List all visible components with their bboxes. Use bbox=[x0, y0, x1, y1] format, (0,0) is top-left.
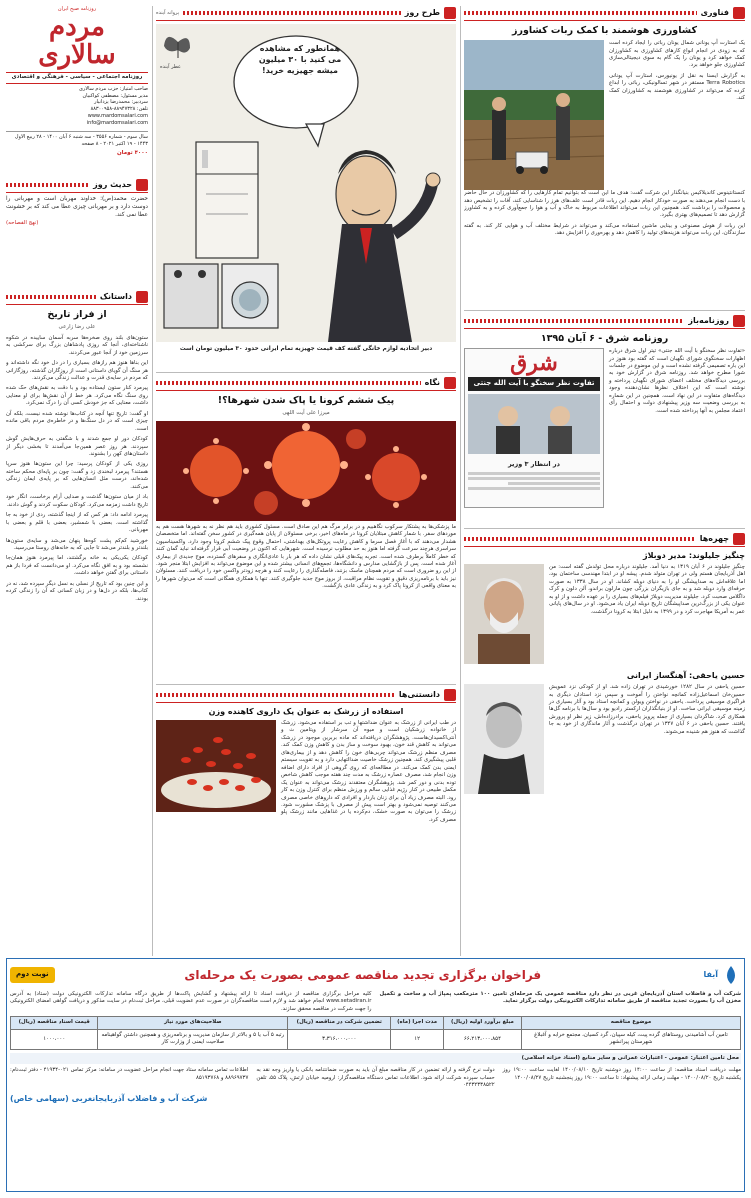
row-divider bbox=[156, 372, 456, 373]
tender-right-text: کلیه مراحل برگزاری مناقصه از دریافت اسناد تا ارائه پیشنهاد و گشایش پاکت‌ها از طریق درگاه سامانه تدارکات الکترونیکی دولت (ستاد) به آدرس www.setadiran.ir انجام خواهد شد و لازم است مناقصه‌گران در صورت عدم عضویت قبلی، مراحل ثبت‌نام در سایت مذکور و دریافت گواهی امضای الکترونیکی را جهت شرکت در مناقصه محقق سازند. bbox=[10, 991, 372, 1012]
cartoon-section bbox=[156, 6, 456, 366]
tender-org-text: شرکت آب و فاضلاب استان آذربایجان غربی در نظر دارد مناقصه عمومی یک مرحله‌ای تامین ۱۰۰ مترمکعب پمپاژ آب و ساخت و تکمیل مخزن آب را بصورت تجدید مناقصه از طریق سامانه تدارکات الکترونیکی دولت برگزار نماید. bbox=[379, 991, 741, 1005]
tender-signature: شرکت آب و فاضلاب آذربایجانغربی (سهامی خاص) bbox=[10, 1093, 208, 1103]
tech-section bbox=[464, 6, 745, 306]
story-paragraph: باد از میان ستون‌ها گذشت و صدایی آرام برخاست، انگار خود تاریخ داشت زمزمه می‌کرد. کودکان سکوت کردند و گوش دادند. bbox=[6, 494, 148, 508]
tech-header bbox=[464, 6, 745, 21]
table-cell: تامین آب آشامیدنی روستاهای گرده پیت، کیله سپیان، گرد کسیان، مجتمع خرابه و آغبلاغ شهرستان پیرانشهر bbox=[522, 1029, 741, 1049]
barberry-image bbox=[156, 720, 276, 812]
masthead-line: مدیر مسئول: مصطفی کواکبیان bbox=[82, 92, 148, 99]
press-section bbox=[464, 314, 745, 524]
tender-logo bbox=[671, 965, 741, 985]
look-section bbox=[156, 376, 456, 676]
press-headline: روزنامه شرق - ۶ آبان ۱۳۹۵ bbox=[540, 333, 669, 344]
faces-icon bbox=[733, 533, 745, 545]
hadith-text: حضرت محمد(ص): خداوند مهربان است و مهربانی را دوست دارد و بر مهربانی چیزی عطا می کند که بر خشونت عطا نمی کند. bbox=[6, 196, 148, 218]
story-headline: از فراز تاریخ bbox=[47, 309, 107, 320]
hadith-section bbox=[6, 178, 148, 276]
person2-bio: حسین یاحقی در سال ۱۲۸۲ خورشیدی در تهران زاده شد. او از کودکی نزد عمویش حسین‌خان اسماعیل‌زاده کمانچه نواختن را آموخت و سپس نزد استادان دیگری به فراگیری موسیقی پرداخت. یاحقی در نواختن ویولن و کمانچه استاد بود و آثار بسیاری در زمینه موسیقی ایرانی ساخت. او از بنیانگذاران ارکستر رادیو بود و سال‌ها با برنامه گل‌ها همکاری کرد. شاگردان بسیاری از جمله پرویز یاحقی، برادرزاده‌اش، زیر نظر او پرورش یافتند. حسین یاحقی در ۶ آبان ۱۳۴۷ در تهران درگذشت و آثار ماندگاری از خود به جا گذاشت که هنوز هم شنیده می‌شوند. bbox=[549, 684, 745, 735]
press-title: روزنامه‌باز bbox=[688, 316, 729, 326]
hadith-header bbox=[6, 178, 148, 193]
faces-section bbox=[464, 532, 745, 952]
covid-virus-image bbox=[156, 421, 456, 521]
story-body bbox=[6, 335, 148, 604]
look-headline: پیک ششم کرونا یا پاک شدن شهرها؟! bbox=[217, 395, 395, 406]
story-paragraph: کودکان یکی‌یکی به خانه برگشتند، اما پیرمرد هنوز همان‌جا نشسته بود و به افق نگاه می‌کرد. او می‌دانست که فردا باز هم داستانی برای گفتن خواهد داشت. bbox=[6, 555, 148, 577]
press-header bbox=[464, 314, 745, 329]
table-header-cell: قیمت اسناد مناقصه (ریال) bbox=[11, 1017, 98, 1029]
tender-title: فراخوان برگزاری تجدید مناقصه عمومی بصورت یک مرحله‌ای bbox=[184, 967, 542, 982]
section-rule bbox=[6, 295, 96, 299]
tender-org-logo: آبفا bbox=[703, 970, 718, 980]
story-paragraph: او گفت: تاریخ تنها آنچه در کتاب‌ها نوشته شده نیست، بلکه آن چیزی است که در دل سنگ‌ها و در خاطره‌ی مردم باقی مانده است. bbox=[6, 410, 148, 432]
press-icon bbox=[733, 315, 745, 327]
masthead-issue: سال سوم - شماره ۳۵۵۶ - سه شنبه ۶ آبان ۱۴۰۰ - ۲۸ ربیع الاول ۱۴۴۳ - ۱۹ اکتبر ۲۰۲۱ - ۸ صفحه bbox=[6, 131, 148, 148]
table-cell: ۳،۳۱۶،۰۰۰،۰۰۰ bbox=[288, 1029, 391, 1049]
tender-footer-col: اطلاعات تماس سامانه ستاد جهت انجام مراحل عضویت در سامانه: مرکز تماس ۰۲۱-۴۱۹۳۴ - دفتر ثبت‌نام: ۸۸۹۶۹۷۳۷ و ۸۵۱۹۳۷۶۸ bbox=[10, 1067, 249, 1081]
tech-paragraph: به گزارش ایسنا به نقل از یونیورس، استارت آپ یونانی Terra Robotics مستقر در شهر تسالونیکی، رباتی را ابداع کرده که می‌تواند در کشاورزی هوشمند به کشاورزان کمک کند. bbox=[609, 72, 745, 102]
cartoon-header bbox=[156, 6, 456, 21]
press-body: «تفاوت نظر سخنگو با آیت الله جنتی» تیتر اول شرق درباره اظهارات سخنگوی شورای نگهبان است که گفته بود هنوز در این باره تصمیمی گرفته نشده است و این موضوع در جلسات شورا مطرح خواهد شد. روزنامه شرق در گزارش خود به بررسی دیدگاه‌های مختلف اعضای شورای نگهبان پرداخته و نوشته است که این اختلاف نظرها نشان‌دهنده وجود دیدگاه‌های متفاوت در این نهاد است. همچنین در این شماره به بررسی وضعیت سه وزیر پیشنهادی دولت و احتمال رأی اعتماد مجلس به آنها پرداخته شده است. bbox=[609, 348, 745, 414]
story-paragraph: کودکان دور او جمع شدند و با شگفتی به حرف‌هایش گوش سپردند. هر روز عصر همین‌جا می‌آمدند تا بخشی دیگر از داستان‌های کهن را بشنوند. bbox=[6, 436, 148, 458]
tender-footer-col: دولت نرخ گرفته و ارائه تضمین در کار مناقصه مبلغ آن باید به صورت ضمانتنامه بانکی یا واریز وجه نقد به حساب سپرده شرکت ارائه شود. اطلاعات تماس دستگاه مناقصه‌گزار: ارومیه خیابان ارتش، پلاک ۵۵، تلفن ۰۴۴۳۲۳۳۸۵۲۲ bbox=[256, 1067, 495, 1089]
masthead-line: سردبیر: محمدرضا یزدانیار bbox=[94, 99, 148, 106]
tender-footer-col: مهلت دریافت اسناد مناقصه: از ساعت ۱۴:۰۰ روز دوشنبه تاریخ ۱۴۰۰/۰۸/۱۰ لغایت ساعت ۱۹:۰۰ روز یکشنبه تاریخ ۱۴۰۰/۰۸/۲۰ - مهلت زمانی ارائه پیشنهاد: تا ساعت ۱۹:۰۰ روز پنجشنبه تاریخ ۱۴۰۰/۰۸/۲۷ bbox=[502, 1067, 741, 1081]
newspaper-cover bbox=[464, 348, 604, 508]
hadith-icon bbox=[136, 179, 148, 191]
hadith-source: (نهج الفصاحه) bbox=[6, 219, 39, 226]
tender-table-header bbox=[11, 1017, 741, 1029]
masthead-logo-small: روزنامه صبح ایران bbox=[57, 6, 97, 12]
story-paragraph: روزی یکی از کودکان پرسید: چرا این ستون‌ها هنوز سرپا هستند؟ پیرمرد لبخندی زد و گفت: چون بر پایه‌ای محکم ساخته شده‌اند، درست مثل انسان‌هایی که بر پایه‌ی ایمان زندگی می‌کنند. bbox=[6, 461, 148, 490]
person2-name: حسین یاحقی: آهنگساز ایرانی bbox=[626, 671, 745, 681]
table-cell: ۶۶،۲۱۳،۰۰۰،۸۵۴ bbox=[443, 1029, 521, 1049]
tech-paragraph: یک استارت آپ یونانی شمال یونان رباتی را ایجاد کرده است که به زودی در انجام انواع کارهای کشاورزی به کشاورزان کمک خواهد کرد و یونان را یک گام به سوی دیجیتالی‌سازی کشاورزی جلو خواهد برد. bbox=[609, 40, 745, 69]
section-rule bbox=[156, 693, 395, 697]
table-cell: رتبه ۵ آب یا ۵ و بالاتر از سازمان مدیریت و برنامه‌ریزی و همچنین داشتن گواهینامه صلاحیت ایمنی از وزارت کار bbox=[98, 1029, 288, 1049]
table-row bbox=[11, 1029, 741, 1049]
story-header bbox=[6, 290, 148, 305]
tech-icon bbox=[733, 7, 745, 19]
virus-icon bbox=[156, 421, 456, 521]
science-body: در طب ایرانی از زرشک به عنوان ضداشتها و تب بر استفاده می‌شود. زرشک از خانواده زرشکیان است و میوه آن سرشار از ویتامین ث و آنتی‌اکسیدان‌هاست. پژوهشگران دریافته‌اند که ماده بربرین موجود در زرشک می‌تواند به کاهش قند خون، بهبود سوخت و ساز بدن و کاهش وزن کمک کند. مصرف منظم زرشک می‌تواند چربی‌های خون را کاهش دهد و از بیماری‌های قلبی پیشگیری کند. همچنین زرشک خاصیت ضدالتهابی دارد و به تقویت سیستم ایمنی بدن کمک می‌کند. در مطالعه‌ای که روی گروهی از افراد دارای اضافه وزن انجام شد، مصرف عصاره زرشک به مدت چند هفته موجب کاهش شاخص توده بدنی و دور کمر شد. پژوهشگران معتقدند زرشک می‌تواند به عنوان یک مکمل طبیعی در کنار رژیم غذایی سالم و ورزش منظم برای کنترل وزن به کار رود. البته مصرف زیاد آن برای زنان باردار و افرادی که داروهای خاصی مصرف می‌کنند توصیه نمی‌شود و بهتر است پیش از مصرف با پزشک مشورت شود. زرشک را می‌توان به صورت خشک، دم‌کرده یا در غذاهایی مانند زرشک پلو مصرف کرد. bbox=[281, 720, 456, 823]
section-rule bbox=[464, 319, 684, 323]
masthead-line: صاحب امتیاز: حزب مردم سالاری bbox=[78, 85, 148, 92]
look-author: میرزا علی آیت اللهی bbox=[282, 410, 330, 417]
science-header bbox=[156, 688, 456, 703]
science-section bbox=[156, 688, 456, 950]
table-header-cell: صلاحیت‌های مورد نیاز bbox=[98, 1017, 288, 1029]
tech-title: فناوری bbox=[700, 8, 729, 18]
story-title: داستانک bbox=[99, 292, 132, 302]
section-rule bbox=[464, 11, 697, 15]
row-divider bbox=[464, 528, 745, 529]
tender-note: محل تامین اعتبار: عمومی - اعتبارات عمرانی و سایر منابع (اسناد خزانه اسلامی) bbox=[10, 1053, 741, 1065]
person2-photo bbox=[464, 684, 544, 794]
person1-bio: چنگیز جلیلوند در ۶ آبان ۱۳۱۹ به دنیا آمد. جلیلوند درباره محل تولدش گفته است: من اهل آذربایجان هستم ولی در تهران متولد شدم. پیشه او در ابتدا مهندسی ساختمان بود، اما علاقه‌اش به صداپیشگی او را به دنیای دوبله کشاند. او در سال ۱۳۳۸ به صورت حرفه‌ای وارد دوبله شد و به جای بازیگران بزرگی چون مارلون براندو، آلن دلون و کرک داگلاس صحبت کرد. جلیلوند مدیریت دوبلاژ فیلم‌های بسیاری را بر عهده داشت و از او به عنوان یکی از بزرگ‌ترین صداپیشگان تاریخ دوبله ایران یاد می‌شود. او در سال‌های پایانی عمر به آمریکا مهاجرت کرد و در ۱۳۹۹ به دلیل ابتلا به کرونا درگذشت. bbox=[549, 564, 745, 615]
look-icon bbox=[444, 377, 456, 389]
person1-photo bbox=[464, 564, 544, 664]
robot-photo bbox=[464, 40, 604, 190]
cover-headline: تفاوت نظر سخنگو با آیت الله جنتی bbox=[468, 377, 600, 391]
table-cell: ۱۲ bbox=[391, 1029, 444, 1049]
water-drop-icon bbox=[721, 965, 741, 985]
section-rule bbox=[464, 537, 696, 541]
cartoon-tag: پروانه آینده bbox=[156, 9, 180, 16]
tech-paragraph: کنستانتینوس کاندیلاکیس بنیانگذار این شرکت گفت: هدف ما این است که بتوانیم تمام کارهایی را که کشاورزان در حال حاضر با دست انجام می‌دهند به صورت خودکار انجام دهیم. این ربات قادر است علف‌های هرز را شناسایی کند، آفات را تشخیص دهد و محصولات را برداشت کند. همچنین این ربات می‌تواند اطلاعات مربوط به خاک و آب و هوا را جمع‌آوری کرده و به کشاورز گزارش دهد تا تصمیم‌های بهتری بگیرد. bbox=[464, 190, 745, 219]
section-rule bbox=[183, 11, 401, 15]
tech-headline: کشاورزی هوشمند با کمک ربات کشاورز bbox=[512, 25, 697, 36]
person1-name: چنگیز جلیلوند: مدیر دوبلاژ bbox=[643, 551, 745, 560]
section-rule bbox=[6, 183, 89, 187]
cartoon-icon bbox=[444, 7, 456, 19]
portrait-photo bbox=[464, 684, 544, 794]
column-divider bbox=[460, 6, 461, 956]
section-rule bbox=[156, 381, 421, 385]
row-divider bbox=[464, 310, 745, 311]
look-body: ما پزشکی‌ها به پشتکار سرکوب نگاهبیم و در برابر مرگ هم این صادق است. مسئول کشوری باید هم نظر نه به شهرها هست هم به موردهای سفر. با شمار کاهش مبتلایان کرونا در ماه‌های اخیر، برخی مسئولان از پایان همه‌گیری در کشور سخن گفته‌اند. اما متخصصان هشدار می‌دهند که با آغاز فصل سرما و کاهش رعایت پروتکل‌های بهداشتی، احتمال وقوع پیک ششم کرونا وجود دارد. واکسیناسیون سراسری هرچند سرعت گرفته اما هنوز به حد مطلوب نرسیده است. شهرهایی که اکنون در وضعیت آبی قرار گرفته‌اند نباید گمان کنند که خطر کاملاً برطرف شده است. تجربه پیک‌های قبلی نشان داده که هر بار با عادی‌انگاری و سفرهای گسترده، موج جدیدی از بیماری آغاز شده است. پس از بازگشایی مدارس و دانشگاه‌ها، تجمع‌های انسانی بیشتر شده و این موضوع می‌تواند به افزایش ابتلا منجر شود. از این رو ضروری است که مردم همچنان ماسک بزنند، فاصله‌گذاری را رعایت کنند و هرچه زودتر واکسن خود را دریافت کنند. مسئولان نیز باید با برنامه‌ریزی دقیق و تقویت نظام مراقبت، از بروز موج جدید جلوگیری کنند. تنها با همکاری همگانی است که می‌توان شهرها را به معنای واقعی از کرونا پاک کرد و به زندگی عادی بازگشت. bbox=[156, 523, 456, 590]
masthead bbox=[6, 6, 148, 174]
column-divider bbox=[152, 6, 153, 956]
tender-ad bbox=[6, 958, 745, 1192]
row-divider bbox=[156, 684, 456, 685]
science-title: دانستنی‌ها bbox=[398, 690, 440, 700]
portrait-photo bbox=[464, 564, 544, 664]
tender-badge: نوبت دوم bbox=[10, 967, 55, 983]
masthead-price: ۴۰۰۰ تومان bbox=[116, 149, 148, 156]
story-section bbox=[6, 290, 148, 950]
story-author: علی رضا زارعی bbox=[58, 324, 96, 331]
faces-header bbox=[464, 532, 745, 547]
look-title: نگاه bbox=[424, 378, 440, 388]
science-icon bbox=[444, 689, 456, 701]
table-cell: ۱۰۰۰،۰۰۰ bbox=[11, 1029, 98, 1049]
table-header-cell: تضمین شرکت در مناقصه (ریال) bbox=[288, 1017, 391, 1029]
story-paragraph: پیرمرد ادامه داد: هر کس که از اینجا گذشته، ردی از خود به جا گذاشته است. بعضی با شمشیر، بعضی با قلم و بعضی با مهربانی. bbox=[6, 512, 148, 534]
cartoon-brand: عطر آینده bbox=[160, 64, 181, 70]
cartoon-title: طرح روز bbox=[404, 8, 440, 18]
cartoon-caption: دبیر اتحادیه لوازم خانگی گفته کف قیمت جهیزیه تمام ایرانی حدود ۳۰ میلیون تومان است bbox=[179, 346, 433, 352]
story-icon bbox=[136, 291, 148, 303]
masthead-subtitle: روزنامه اجتماعی - سیاسی - فرهنگی و اقتصادی bbox=[6, 72, 148, 84]
story-paragraph: ستون‌های بلند روی صخره‌ها سربه آسمان ساییده در شکوه ناشناخته‌ای، آنجا که روزی پادشاهان بزرگ برای سرکشی به سرزمین خود از آنجا عبور می‌کردند. bbox=[6, 334, 148, 356]
tech-paragraph: این ربات از هوش مصنوعی و بینایی ماشین استفاده می‌کند و می‌تواند در شرایط مختلف آب و هوایی کار کند. به گفته سازندگان، این ربات می‌تواند هزینه‌های تولید را کاهش دهد و بهره‌وری را افزایش دهد. bbox=[464, 222, 745, 237]
masthead-line: تلفن: ۸۸۹۴۷۳۲۸-۸۸۳۰۰۹۵۸ bbox=[90, 106, 148, 113]
cover-subheadline: در انتظار ۳ وزیر bbox=[508, 460, 560, 469]
look-header bbox=[156, 376, 456, 391]
speech-bubble-text: همانطور که مشاهده می کنید با ۳۰ میلیون میشه جهیزیه خرید! bbox=[258, 44, 342, 75]
masthead-logo: مردم سالاری bbox=[38, 11, 116, 71]
tender-table bbox=[10, 1016, 741, 1049]
science-headline: استفاده از زرشک به عنوان یک داروی کاهنده وزن bbox=[208, 707, 404, 716]
masthead-line[interactable]: www.mardomsalari.com bbox=[87, 113, 148, 120]
table-header-cell: موضوع مناقصه bbox=[522, 1017, 741, 1029]
masthead-line[interactable]: info@mardomsalari.com bbox=[86, 120, 148, 127]
robot-farm-photo bbox=[464, 40, 604, 190]
barberry-icon bbox=[156, 720, 276, 812]
cover-photo bbox=[468, 394, 600, 454]
story-paragraph: و این چنین بود که تاریخ از نسلی به نسل دیگر سپرده شد، نه در کتاب‌ها، بلکه در دل‌ها و در زبان کسانی که آن را زندگی کرده بودند. bbox=[6, 580, 148, 602]
story-paragraph: این بناها هنوز هم رازهای بسیاری را در دل خود نگه داشته‌اند و هر سنگ آن گویای داستانی است از روزگاران گذشته، روزگارانی که مردم در سایه‌ی قدرت و عدالت زندگی می‌کردند. bbox=[6, 360, 148, 381]
table-header-cell: مبلغ برآورد اولیه (ریال) bbox=[443, 1017, 521, 1029]
table-header-cell: مدت اجرا (ماه) bbox=[391, 1017, 444, 1029]
story-paragraph: پیرمرد کنار ستون ایستاده بود و با دقت به نقش‌های حک شده روی سنگ نگاه می‌کرد. هر خط از آن نقش‌ها برای او معنایی داشت، معنایی که جز خودش کسی آن را درک نمی‌کرد. bbox=[6, 385, 148, 407]
story-paragraph: خورشید کم‌کم پشت کوه‌ها پنهان می‌شد و سایه‌ی ستون‌ها بلندتر و بلندتر می‌شد تا جایی که به خانه‌های روستا می‌رسید. bbox=[6, 537, 148, 552]
faces-title: چهره‌ها bbox=[699, 534, 729, 544]
hadith-title: حدیث روز bbox=[93, 180, 132, 190]
cover-logo: شرق bbox=[510, 350, 558, 377]
